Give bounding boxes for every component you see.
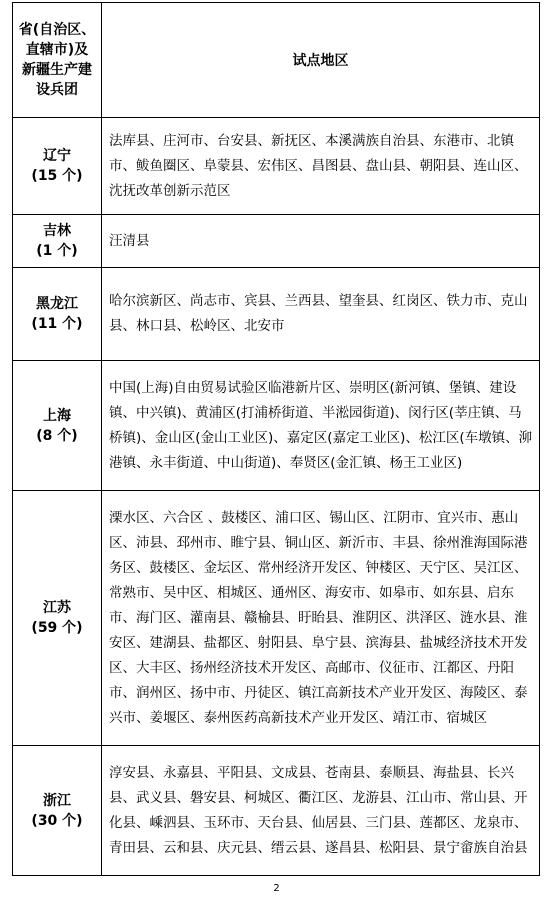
region-count: (59 个): [31, 620, 83, 636]
page-number: 2: [273, 883, 280, 894]
region-name: 吉林: [43, 223, 71, 239]
pilot-areas-table: [12, 2, 540, 876]
header-region-line: 新疆生产建: [22, 62, 92, 78]
region-cell: [13, 491, 102, 746]
areas-cell: 哈尔滨新区、尚志市、宾县、兰西县、望奎县、红岗区、铁力市、克山县、林口县、松岭区、北安市: [102, 268, 540, 361]
header-region-cell: [13, 3, 102, 118]
header-areas-cell: 试点地区: [102, 3, 540, 118]
region-count: (11 个): [31, 316, 83, 332]
table-row: [13, 118, 540, 215]
header-region-line: 省(自治区、: [18, 22, 96, 38]
areas-cell: 淳安县、永嘉县、平阳县、文成县、苍南县、泰顺县、海盐县、长兴县、武义县、磐安县、柯城区、衢江区、龙游县、江山市、常山县、开化县、嵊泗县、玉环市、天台县、仙居县、三门县、莲都区、龙泉市、青田县、云和县、庆元县、缙云县、遂昌县、松阳县、景宁畲族自治县: [102, 746, 540, 876]
region-cell: [13, 215, 102, 268]
region-name: 黑龙江: [36, 296, 78, 312]
header-region-line: 设兵团: [36, 82, 78, 98]
table-row: [13, 268, 540, 361]
areas-cell: 中国(上海)自由贸易试验区临港新片区、崇明区(新河镇、堡镇、建设镇、中兴镇)、黄浦区(打浦桥街道、半淞园街道)、闵行区(莘庄镇、马桥镇)、金山区(金山工业区)、嘉定区(嘉定工业区)、松江区(车墩镇、泖港镇、永丰街道、中山街道)、奉贤区(金汇镇、杨王工业区): [102, 361, 540, 491]
region-name: 浙江: [43, 792, 71, 809]
table-row: [13, 215, 540, 268]
table-row: [13, 491, 540, 746]
areas-cell: 法库县、庄河市、台安县、新抚区、本溪满族自治县、东港市、北镇市、鲅鱼圈区、阜蒙县、宏伟区、昌图县、盘山县、朝阳县、连山区、沈抚改革创新示范区: [102, 118, 540, 215]
region-cell: [13, 118, 102, 215]
region-cell: [13, 361, 102, 491]
region-cell: [13, 746, 102, 876]
region-count: (15 个): [31, 168, 83, 184]
region-count: (30 个): [31, 812, 83, 829]
region-name: 上海: [43, 407, 71, 424]
region-name: 江苏: [43, 600, 71, 616]
table-row: [13, 361, 540, 491]
areas-cell: 汪清县: [102, 215, 540, 268]
region-count: (8 个): [36, 427, 78, 444]
region-cell: [13, 268, 102, 361]
region-name: 辽宁: [43, 148, 71, 164]
table-header-row: [13, 3, 540, 118]
header-region-line: 直辖市)及: [25, 42, 89, 58]
region-count: (1 个): [36, 243, 78, 259]
table-row: [13, 746, 540, 876]
areas-cell: 溧水区、六合区 、鼓楼区、浦口区、锡山区、江阴市、宜兴市、惠山区、沛县、邳州市、睢宁县、铜山区、新沂市、丰县、徐州淮海国际港务区、鼓楼区、金坛区、常州经济开发区、钟楼区、天宁区、吴江区、常熟市、吴中区、相城区、通州区、海安市、如皋市、如东县、启东市、海门区、灌南县、赣榆县、盱眙县、淮阴区、洪泽区、涟水县、淮安区、建湖县、盐都区、射阳县、阜宁县、滨海县、盐城经济技术开发区、大丰区、扬州经济技术开发区、高邮市、仪征市、江都区、丹阳市、润州区、扬中市、丹徒区、镇江高新技术产业开发区、海陵区、泰兴市、姜堰区、泰州医药高新技术产业开发区、靖江市、宿城区: [102, 491, 540, 746]
